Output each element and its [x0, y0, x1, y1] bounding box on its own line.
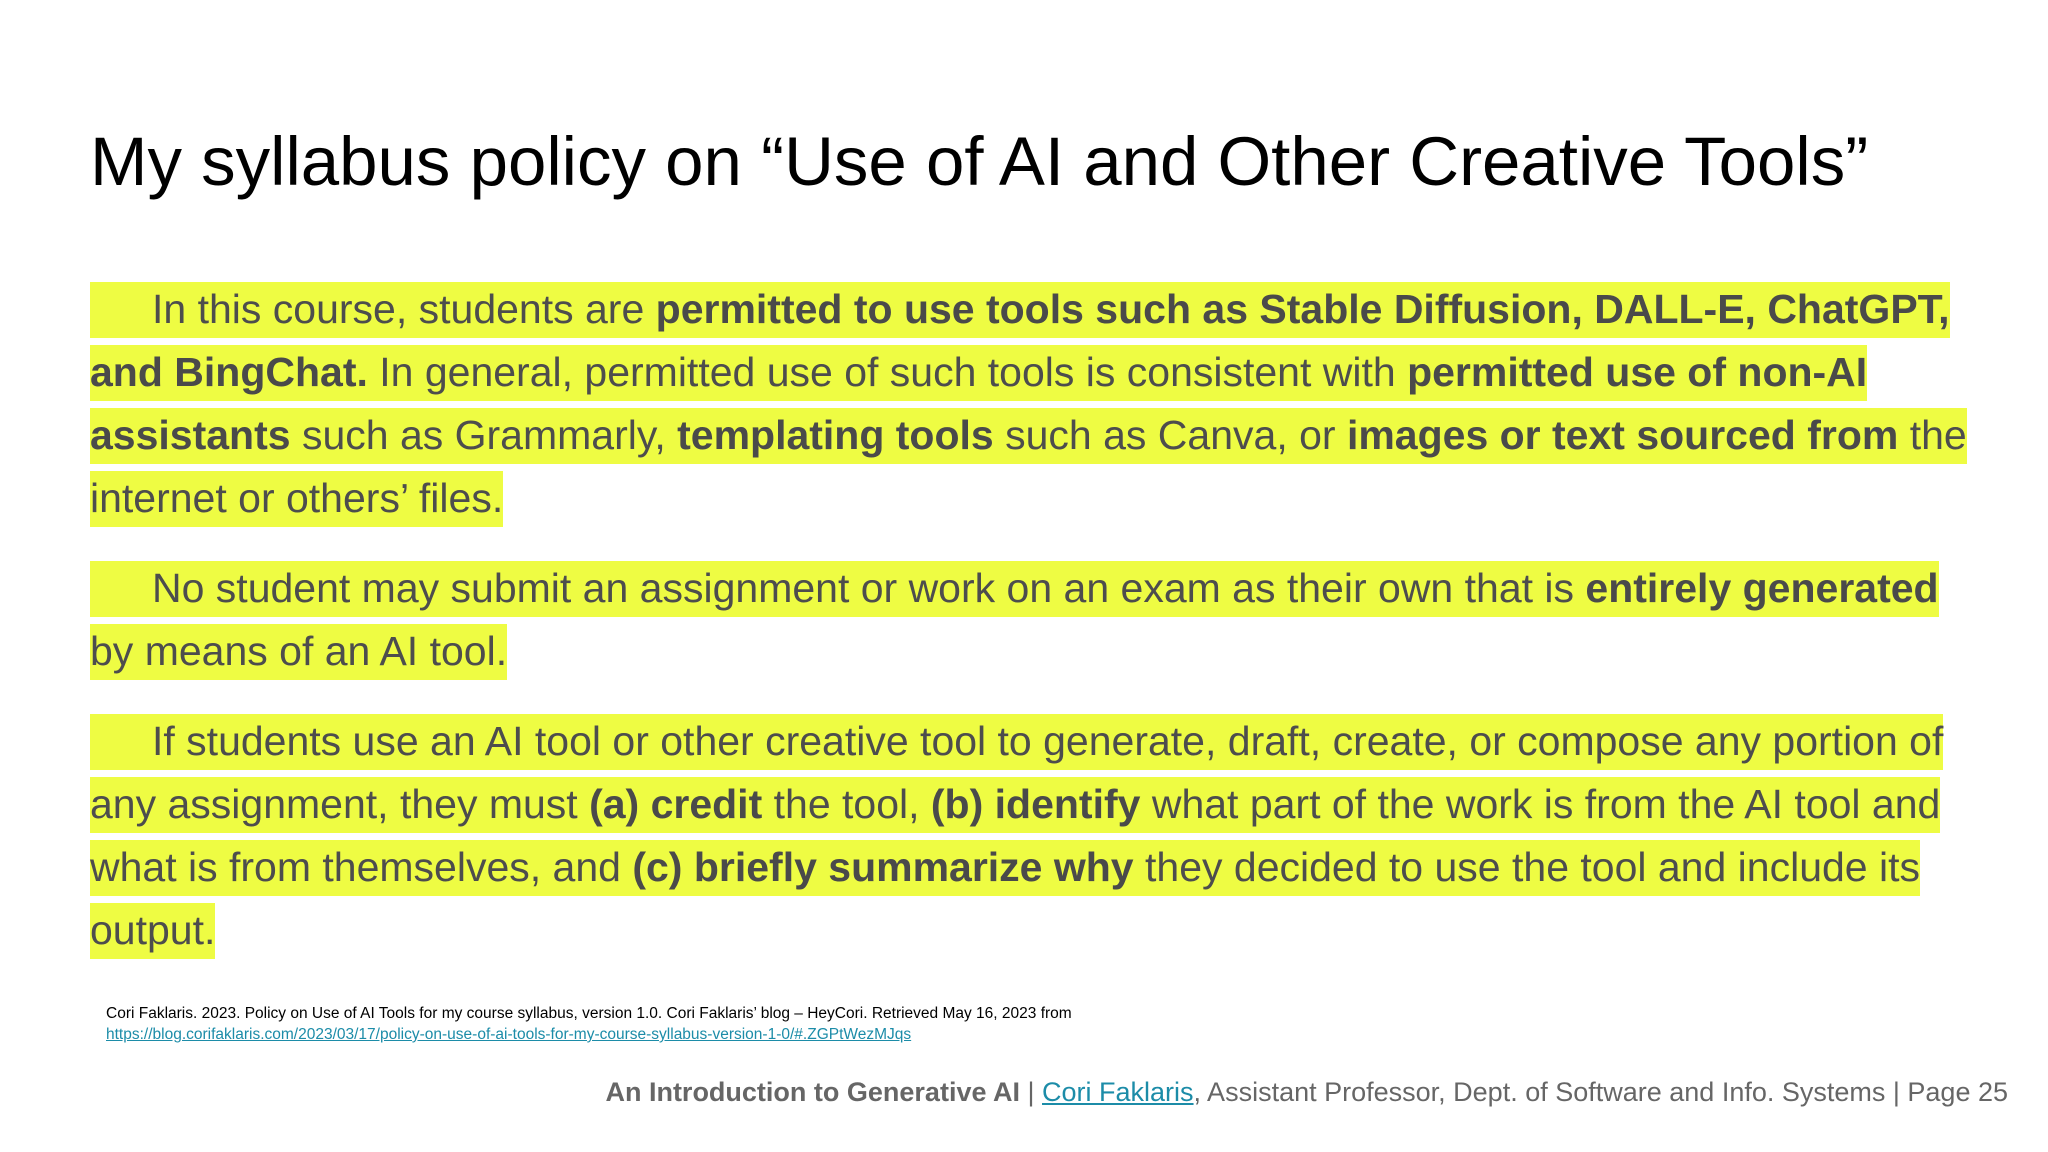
footer-affiliation: , Assistant Professor, Dept. of Software and Info. Systems — [1193, 1077, 1886, 1107]
slide-title: My syllabus policy on “Use of AI and Other Creative Tools” — [90, 123, 1869, 200]
citation — [106, 1003, 1072, 1045]
footer-course-title: An Introduction to Generative AI — [605, 1077, 1020, 1107]
policy-body — [90, 278, 1970, 989]
p2-seg-0: No student may submit an assignment or work on an exam as their own that is — [152, 565, 1586, 611]
policy-paragraph-2 — [90, 557, 1970, 683]
p3-seg-0: If students use an AI tool or other creative tool to generate, draft, create, or compose any portion of any assignment, they must — [90, 718, 1944, 827]
p3-seg-5: (c) briefly summarize why — [632, 844, 1134, 890]
footer-separator: | — [1019, 1077, 1043, 1107]
highlight-2 — [90, 561, 1939, 680]
footer-author-link[interactable]: Cori Faklaris — [1042, 1077, 1194, 1107]
p3-seg-4: what part of the work is from the AI tool and what is from themselves, and — [90, 781, 1941, 890]
footer-separator-2: | — [1885, 1077, 1908, 1107]
footer-page-number: Page 25 — [1907, 1077, 2008, 1107]
p3-seg-3: (b) identify — [930, 781, 1141, 827]
p1-seg-2: In general, permitted use of such tools is consistent with — [367, 349, 1408, 395]
citation-link[interactable]: https://blog.corifaklaris.com/2023/03/17/policy-on-use-of-ai-tools-for-my-course-syllabus-version-1-0/#.ZGPtWezMJqs — [106, 1026, 912, 1043]
p1-seg-3: permitted use of non-AI assistants — [90, 349, 1868, 458]
highlight-1 — [90, 282, 1967, 527]
highlight-3 — [90, 714, 1943, 959]
p3-seg-2: the tool, — [762, 781, 931, 827]
p1-seg-1: permitted to use tools such as Stable Diffusion, DALL-E, ChatGPT, and BingChat. — [90, 286, 1950, 395]
citation-text: Cori Faklaris. 2023. Policy on Use of AI Tools for my course syllabus, version 1.0. Cori Faklaris’ blog – HeyCori. Retrieved May 16, 2023 from — [106, 1005, 1072, 1022]
p1-seg-6: such as Canva, or — [993, 412, 1347, 458]
p1-seg-5: templating tools — [677, 412, 994, 458]
policy-paragraph-1 — [90, 278, 1970, 530]
p1-seg-7: images or text sourced from — [1346, 412, 1899, 458]
policy-paragraph-3 — [90, 710, 1970, 962]
p1-seg-4: such as Grammarly, — [290, 412, 678, 458]
p1-seg-8: the internet or others’ files. — [90, 412, 1967, 521]
p3-seg-6: they decided to use the tool and include its output. — [90, 844, 1920, 953]
p2-seg-1: entirely generated — [1585, 565, 1939, 611]
p1-seg-0: In this course, students are — [152, 286, 656, 332]
slide-footer — [605, 1075, 2008, 1109]
p2-seg-2: by means of an AI tool. — [90, 628, 508, 674]
p3-seg-1: (a) credit — [589, 781, 763, 827]
